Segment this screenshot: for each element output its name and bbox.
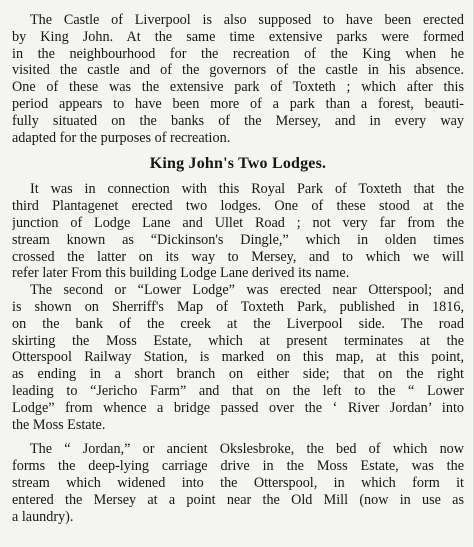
- text-line: the Moss Estate.: [12, 416, 106, 433]
- text-line: Lodge” from whence a bridge passed over the ‘ River Jordan’ into: [12, 399, 464, 416]
- text-line: by King John. At the same time extensive parks were formed: [12, 28, 464, 45]
- section-heading: King John's Two Lodges.: [149, 155, 327, 173]
- text-line: entered the Mersey at a point near the Old Mill (now in use as: [12, 491, 464, 508]
- paragraph-jordan: [12, 441, 464, 525]
- text-line: visited the castle and of the governors of the castle in his absence.: [12, 62, 464, 79]
- text-line: fully situated on the banks of the Mersey, and in every way: [12, 112, 464, 129]
- text-line: a laundry).: [12, 508, 74, 525]
- text-line: refer later From this building Lodge Lane derived its name.: [12, 265, 350, 282]
- text-line: junction of Lodge Lane and Ullet Road ; not very far from the: [12, 214, 464, 231]
- text-line: on the bank of the creek at the Liverpool side. The road: [12, 315, 464, 332]
- text-line: is shown on Sherriff's Map of Toxteth Park, published in 1816,: [12, 298, 464, 315]
- text-line: The “ Jordan,” or ancient Okslesbroke, the bed of which now: [30, 441, 464, 458]
- text-line: stream which widened into the Otterspool, in which form it: [12, 474, 464, 491]
- text-line: The Castle of Liverpool is also supposed to have been erected: [30, 12, 464, 28]
- text-line: Otterspool Railway Station, is marked on this map, at this point,: [12, 349, 464, 366]
- text-line: third Plantagenet erected two lodges. One of these stood at the: [12, 198, 464, 215]
- text-line: crossed the latter on its way to Mersey, and to which we will: [12, 248, 464, 265]
- text-line: in the neighbourhood for the recreation of the King when he: [12, 45, 464, 62]
- paragraph-gap: [12, 433, 464, 441]
- paragraph-castle-of-liverpool: [12, 12, 464, 146]
- text-line: It was in connection with this Royal Park of Toxteth that the: [30, 181, 464, 198]
- paragraph-two-lodges: [12, 181, 464, 282]
- text-line: stream known as “Dickinson's Dingle,” which in olden times: [12, 231, 464, 248]
- text-line: One of these was the extensive park of Toxteth ; which after this: [12, 79, 464, 96]
- text-line: The second or “Lower Lodge” was erected near Otterspool; and: [30, 282, 464, 299]
- text-line: period appears to have been more of a park than a forest, beauti-: [12, 95, 464, 112]
- text-line: leading to “Jericho Farm” and that on the left to the “ Lower: [12, 382, 464, 399]
- article-column: [12, 12, 464, 525]
- text-line: skirting the Moss Estate, which at present terminates at the: [12, 332, 464, 349]
- paragraph-lower-lodge: [12, 282, 464, 433]
- text-line: adapted for the purposes of recreation.: [12, 129, 231, 146]
- text-line: as ending in a short branch on either side; that on the right: [12, 366, 464, 383]
- text-line: forms the deep-lying carriage drive in the Moss Estate, was the: [12, 458, 464, 475]
